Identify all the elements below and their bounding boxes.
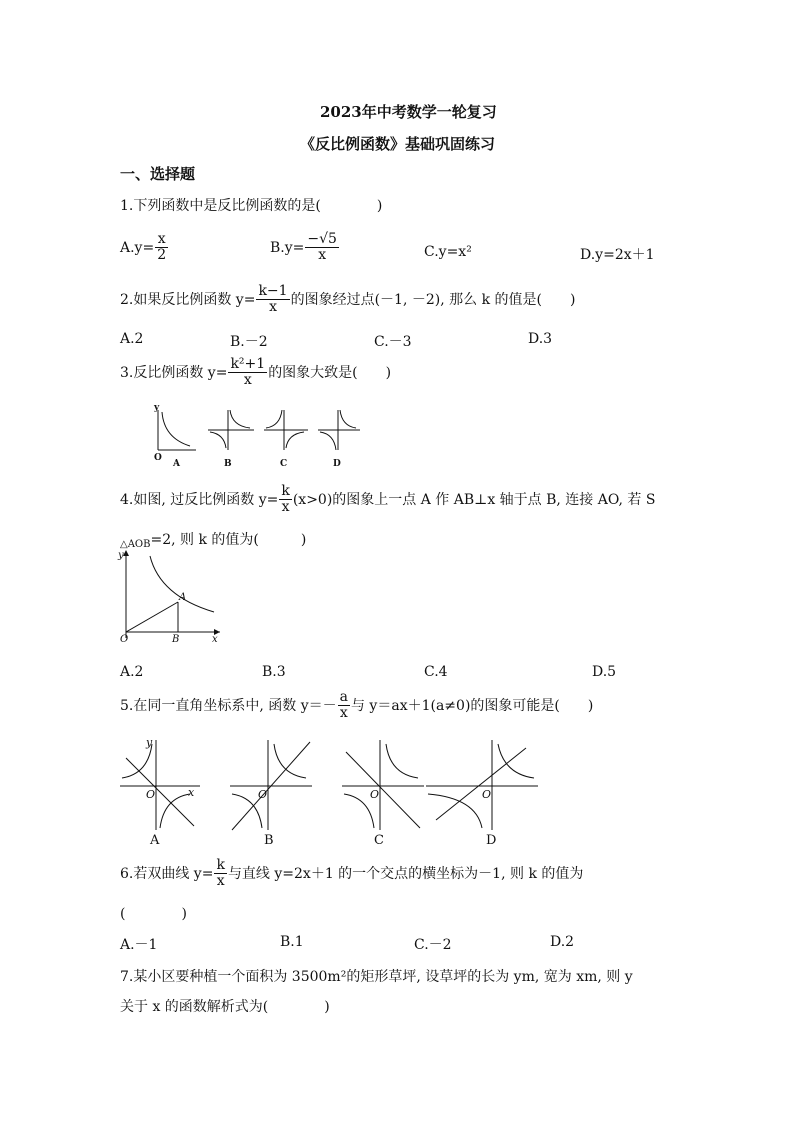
question-6-stem: [120, 858, 583, 890]
q1-b-den: x: [318, 247, 327, 264]
q3-fraction: [228, 357, 267, 389]
q1-option-a: [120, 232, 169, 264]
q4-fig-a: A: [179, 592, 187, 603]
q2-prefix: 2.如果反比例函数 y=: [120, 291, 256, 308]
question-3-stem: [120, 357, 391, 389]
q5-den: x: [339, 705, 348, 722]
q6-option-d: D.2: [550, 934, 575, 950]
q3-label-d: D: [333, 459, 341, 469]
q1-option-d: D.y=2x＋1: [580, 247, 655, 263]
q3-a-o: O: [154, 453, 162, 463]
q4-figure: [116, 546, 224, 646]
q4-option-b: B.3: [262, 664, 286, 680]
page-title: 2023年中考数学一轮复习: [320, 103, 497, 121]
q5-graphs-figure: [116, 734, 546, 850]
q4-fig-x: x: [212, 634, 218, 645]
section-heading: 一、选择题: [120, 165, 196, 183]
q5-suffix: 与 y＝ax＋1(a≠0)的图象可能是( ): [350, 697, 594, 714]
q1-b-prefix: B.y=: [270, 239, 305, 256]
question-5-stem: [120, 690, 593, 722]
q3-den: x: [243, 372, 252, 389]
question-7-line1: 7.某小区要种植一个面积为 3500m²的矩形草坪, 设草坪的长为 ym, 宽为 xm, 则 y: [120, 969, 633, 985]
q2-den: x: [269, 299, 277, 316]
q3-num: k²+1: [230, 356, 266, 372]
q1-b-fraction: [305, 232, 339, 264]
q2-fraction: [256, 284, 289, 316]
q4-option-d: D.5: [592, 664, 617, 680]
q6-option-c: C.－2: [414, 937, 452, 953]
question-6-line2: ( ): [120, 906, 187, 922]
q5-num: a: [339, 689, 348, 705]
q4-subscript: △AOB: [120, 539, 151, 550]
q5-fraction: [338, 690, 350, 722]
q2-num: k−1: [258, 283, 288, 299]
q1-a-fraction: [155, 232, 168, 264]
q2-suffix: 的图象经过点(－1, －2), 那么 k 的值是( ): [290, 291, 576, 308]
question-4-stem: [120, 484, 655, 516]
q2-option-c: C.－3: [374, 334, 412, 350]
q4-prefix: 4.如图, 过反比例函数 y=: [120, 491, 279, 508]
q5-label-d: D: [486, 833, 497, 848]
q4-suffix: (x>0)的图象上一点 A 作 AB⊥x 轴于点 B, 连接 AO, 若 S: [292, 491, 656, 508]
page-subtitle: 《反比例函数》基础巩固练习: [300, 135, 496, 153]
q4-fig-y: y: [118, 550, 124, 561]
q3-graphs-figure: [146, 404, 366, 470]
q6-num: k: [216, 857, 225, 873]
q3-suffix: 的图象大致是( ): [268, 364, 392, 381]
question-7-line2: 关于 x 的函数解析式为( ): [120, 999, 330, 1015]
q1-a-prefix: A.y=: [120, 239, 155, 256]
q5-label-c: C: [374, 833, 384, 848]
q6-option-b: B.1: [280, 934, 304, 950]
q5-a-x: x: [188, 786, 195, 799]
q1-b-num: −√5: [307, 231, 337, 247]
q5-a-o: O: [146, 788, 156, 801]
q5-label-a: A: [150, 833, 160, 848]
q6-fraction: [214, 858, 226, 890]
q1-a-num: x: [155, 232, 168, 248]
q3-label-c: C: [280, 459, 288, 469]
q4-num: k: [281, 483, 290, 499]
q6-option-a: A.－1: [120, 937, 158, 953]
q4-fig-o: O: [120, 634, 129, 645]
q4-option-c: C.4: [424, 664, 448, 680]
q4-fig-b: B: [172, 634, 180, 645]
q3-prefix: 3.反比例函数 y=: [120, 364, 228, 381]
q1-option-b: [270, 232, 340, 264]
q5-b-o: O: [258, 788, 268, 801]
q5-a-y: y: [146, 736, 153, 749]
q6-den: x: [216, 873, 225, 890]
q5-d-o: O: [482, 788, 492, 801]
question-2-stem: [120, 284, 575, 316]
question-1-stem: 1.下列函数中是反比例函数的是( ): [120, 198, 383, 214]
q6-prefix: 6.若双曲线 y=: [120, 865, 214, 882]
q3-label-b: B: [224, 459, 232, 469]
q5-label-b: B: [264, 833, 274, 848]
q2-option-a: A.2: [120, 331, 144, 347]
q3-label-a: A: [173, 459, 180, 469]
q3-a-y: y: [154, 404, 160, 413]
q5-prefix: 5.在同一直角坐标系中, 函数 y＝－: [120, 697, 337, 714]
q4-option-a: A.2: [120, 664, 144, 680]
q5-c-o: O: [370, 788, 380, 801]
q4-den: x: [281, 499, 290, 516]
q4-line2-text: =2, 则 k 的值为( ): [150, 532, 307, 548]
q1-option-c: C.y=x²: [424, 244, 472, 260]
q2-option-b: B.－2: [230, 334, 268, 350]
q6-suffix: 与直线 y=2x＋1 的一个交点的横坐标为－1, 则 k 的值为: [227, 865, 584, 882]
q4-fraction: [279, 484, 291, 516]
q1-a-den: 2: [157, 247, 167, 264]
q2-option-d: D.3: [528, 331, 553, 347]
